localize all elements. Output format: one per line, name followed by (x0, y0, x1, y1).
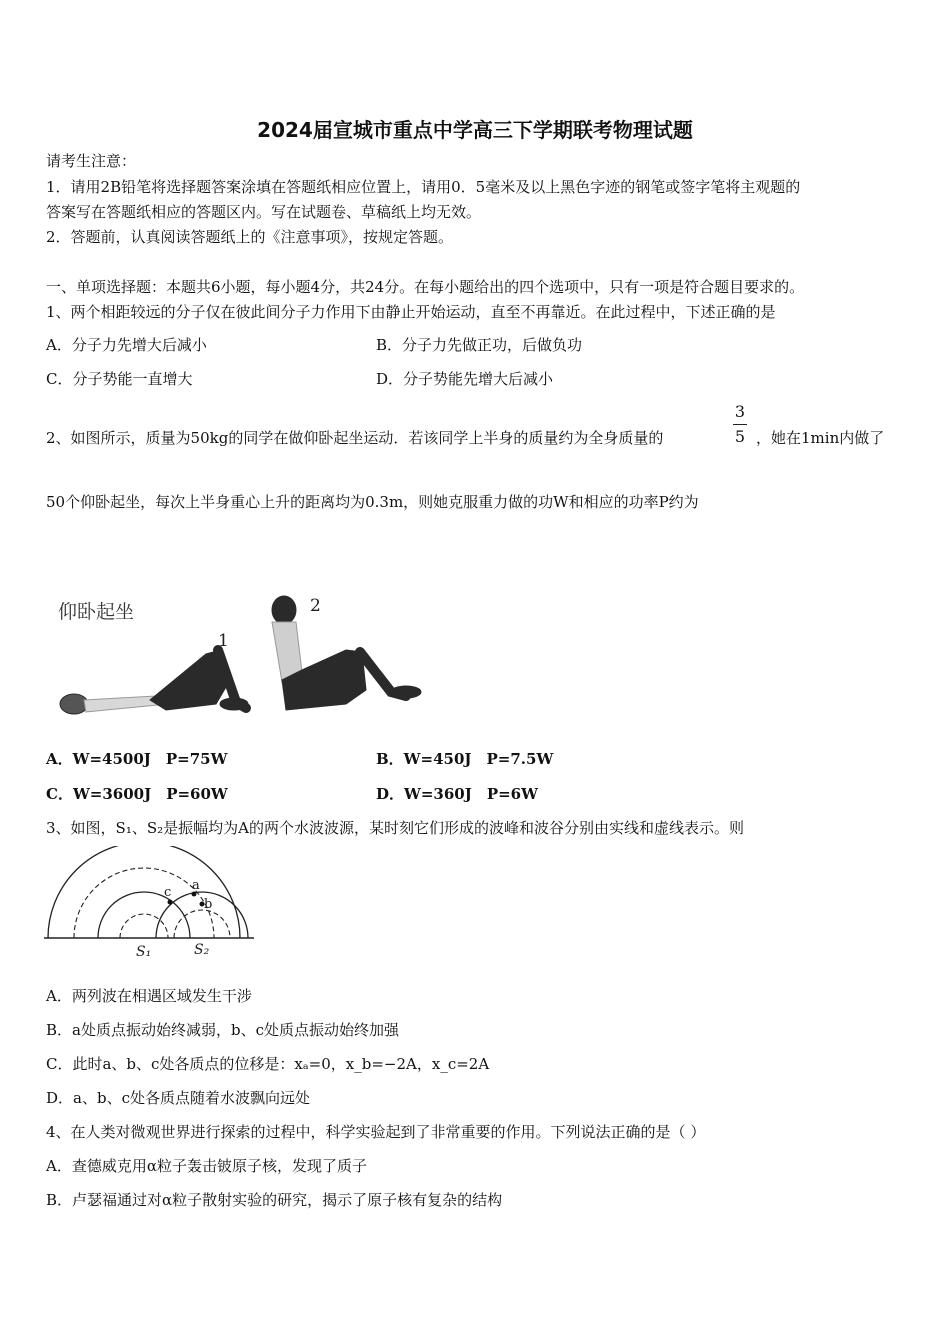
section-1-heading: 一、单项选择题：本题共6小题，每小题4分，共24分。在每小题给出的四个选项中，只有一项是符合题目要求的。 (46, 278, 805, 296)
wave-figure (40, 846, 260, 964)
q3-stem: 3、如图，S₁、S₂是振幅均为A的两个水波波源，某时刻它们形成的波峰和波谷分别由实线和虚线表示。则 (46, 819, 744, 837)
q1-option-d: D．分子势能先增大后减小 (376, 370, 554, 388)
q2-fraction-denominator: 5 (734, 427, 746, 446)
label-s2: S₂ (194, 942, 210, 958)
q2-option-b: B．W=450J P=7.5W (376, 750, 554, 768)
q2-fraction (730, 402, 750, 447)
notice-heading: 请考生注意： (46, 152, 137, 170)
q2-option-a: A．W=4500J P=75W (46, 750, 228, 768)
pose-2-number: 2 (310, 596, 321, 616)
q2-stem-part-c: 50个仰卧起坐，每次上半身重心上升的距离均为0.3m，则她克服重力做的功W和相应的功率P约为 (46, 493, 699, 511)
s2-trough (174, 910, 230, 938)
q3-option-b: B．a处质点振动始终减弱，b、c处质点振动始终加强 (46, 1021, 399, 1039)
q2-fraction-numerator: 3 (734, 402, 746, 421)
q2-stem-part-a: 2、如图所示，质量为50kg的同学在做仰卧起坐运动．若该同学上半身的质量约为全身质量的 (46, 429, 664, 447)
q3-option-a: A．两列波在相遇区域发生干涉 (46, 987, 252, 1005)
label-b: b (204, 897, 213, 912)
notice-line-1b: 答案写在答题纸相应的答题区内。写在试题卷、草稿纸上均无效。 (46, 203, 482, 221)
point-c (168, 900, 173, 905)
q1-option-b: B．分子力先做正功，后做负功 (376, 336, 583, 354)
q4-option-b: B．卢瑟福通过对α粒子散射实验的研究，揭示了原子核有复杂的结构 (46, 1191, 503, 1209)
q2-option-d: D．W=360J P=6W (376, 785, 538, 803)
situp-figure (46, 592, 446, 732)
notice-line-1a: 1．请用2B铅笔将选择题答案涂填在答题纸相应位置上，请用0．5毫米及以上黑色字迹的钢笔或签字笔将主观题的 (46, 178, 801, 196)
q2-stem-part-b: ，她在1min内做了 (756, 429, 885, 447)
notice-line-2: 2．答题前，认真阅读答题纸上的《注意事项》，按规定答题。 (46, 228, 454, 246)
q2-option-c: C．W=3600J P=60W (46, 785, 228, 803)
label-a: a (192, 878, 200, 893)
situp-figure-label: 仰卧起坐 (58, 601, 135, 623)
q3-option-d: D．a、b、c处各质点随着水波飘向远处 (46, 1089, 310, 1107)
label-s1: S₁ (136, 944, 152, 960)
q4-option-a: A．查德威克用α粒子轰击铍原子核，发现了质子 (46, 1157, 367, 1175)
pose-1-number: 1 (218, 631, 229, 651)
q2-fraction-bar (733, 424, 747, 425)
q4-stem: 4、在人类对微观世界进行探索的过程中，科学实验起到了非常重要的作用。下列说法正确的是（ ） (46, 1123, 706, 1141)
page-title: 2024届宣城市重点中学高三下学期联考物理试题 (257, 118, 693, 142)
pose-2-figure (272, 596, 421, 710)
pose-1-figure (60, 650, 248, 714)
q1-option-c: C．分子势能一直增大 (46, 370, 193, 388)
s1-crest-inner (98, 892, 190, 938)
label-c: c (164, 885, 172, 900)
q3-option-c: C．此时a、b、c处各质点的位移是：xₐ=0，x_b=−2A，x_c=2A (46, 1055, 490, 1073)
q1-stem: 1、两个相距较远的分子仅在彼此间分子力作用下由静止开始运动，直至不再靠近。在此过程中，下述正确的是 (46, 303, 776, 321)
q1-option-a: A．分子力先增大后减小 (46, 336, 207, 354)
